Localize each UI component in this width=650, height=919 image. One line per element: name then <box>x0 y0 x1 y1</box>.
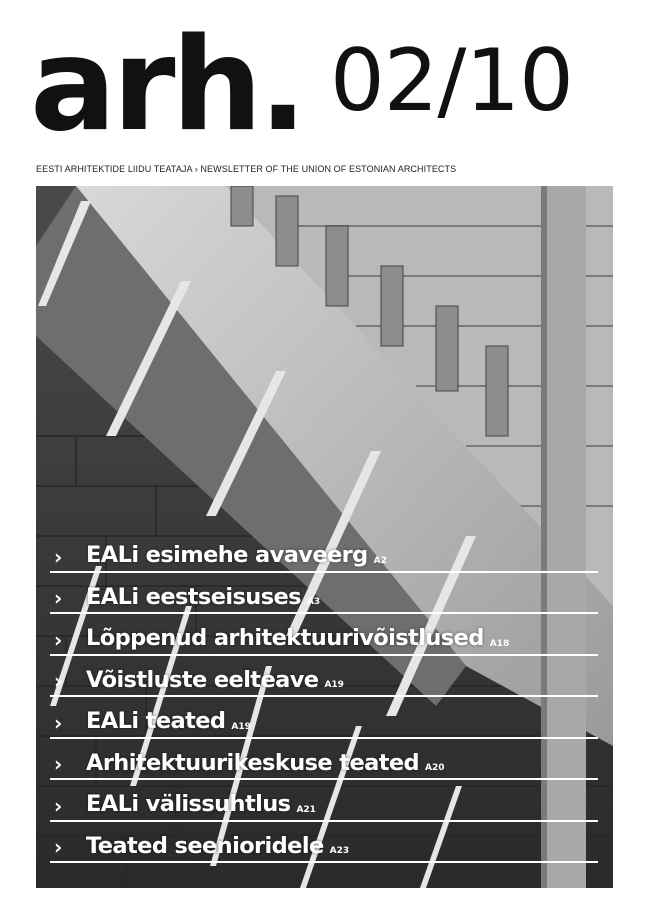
toc-item-title: EALi välissuhtlus <box>86 791 291 817</box>
chevron-right-icon: › <box>54 835 63 859</box>
masthead <box>30 0 630 170</box>
tagline: EESTI ARHITEKTIDE LIIDU TEATAJA › NEWSLETTER OF THE UNION OF ESTONIAN ARCHITECTS <box>36 164 457 174</box>
toc-item-title: EALi esimehe avaveerg <box>86 542 368 568</box>
chevron-right-icon: › <box>54 752 63 776</box>
chevron-right-icon: › <box>54 710 63 735</box>
toc-item[interactable] <box>50 531 598 573</box>
toc-item-page: A18 <box>489 638 510 649</box>
toc-item[interactable] <box>50 614 598 656</box>
toc-item-title: Võistluste eelteave <box>86 666 319 693</box>
logo <box>30 10 304 160</box>
chevron-right-icon: › <box>54 627 63 652</box>
toc-item[interactable] <box>50 573 598 615</box>
logo-wordmark: arh. <box>30 11 304 160</box>
toc-item-page: A21 <box>296 804 316 815</box>
toc-item-title: Arhitektuurikeskuse teated <box>86 749 420 776</box>
toc-item-page: A23 <box>329 846 350 856</box>
toc-item[interactable] <box>50 656 598 698</box>
toc-item-title: Lõppenud arhitektuurivõistlused <box>86 625 484 651</box>
toc-item[interactable] <box>50 697 598 739</box>
chevron-right-icon: › <box>54 544 63 569</box>
chevron-right-icon: › <box>54 793 63 818</box>
toc-item-page: A2 <box>373 555 387 566</box>
toc-item[interactable] <box>50 822 598 864</box>
toc-item[interactable] <box>50 780 598 822</box>
chevron-right-icon: › <box>54 586 63 610</box>
toc-item-page: A3 <box>306 597 321 607</box>
cover-photo <box>36 186 613 888</box>
chevron-right-icon: › <box>54 669 63 693</box>
table-of-contents <box>36 531 613 863</box>
toc-item-page: A20 <box>425 763 445 773</box>
toc-item[interactable] <box>50 739 598 781</box>
toc-item-page: A19 <box>231 721 251 732</box>
issue-number: 02/10 <box>330 31 573 131</box>
toc-item-title: Teated seenioridele <box>86 832 324 859</box>
toc-item-page: A19 <box>324 680 344 690</box>
toc-item-title: EALi teated <box>86 708 226 734</box>
toc-item-title: EALi eestseisuses <box>86 583 301 610</box>
